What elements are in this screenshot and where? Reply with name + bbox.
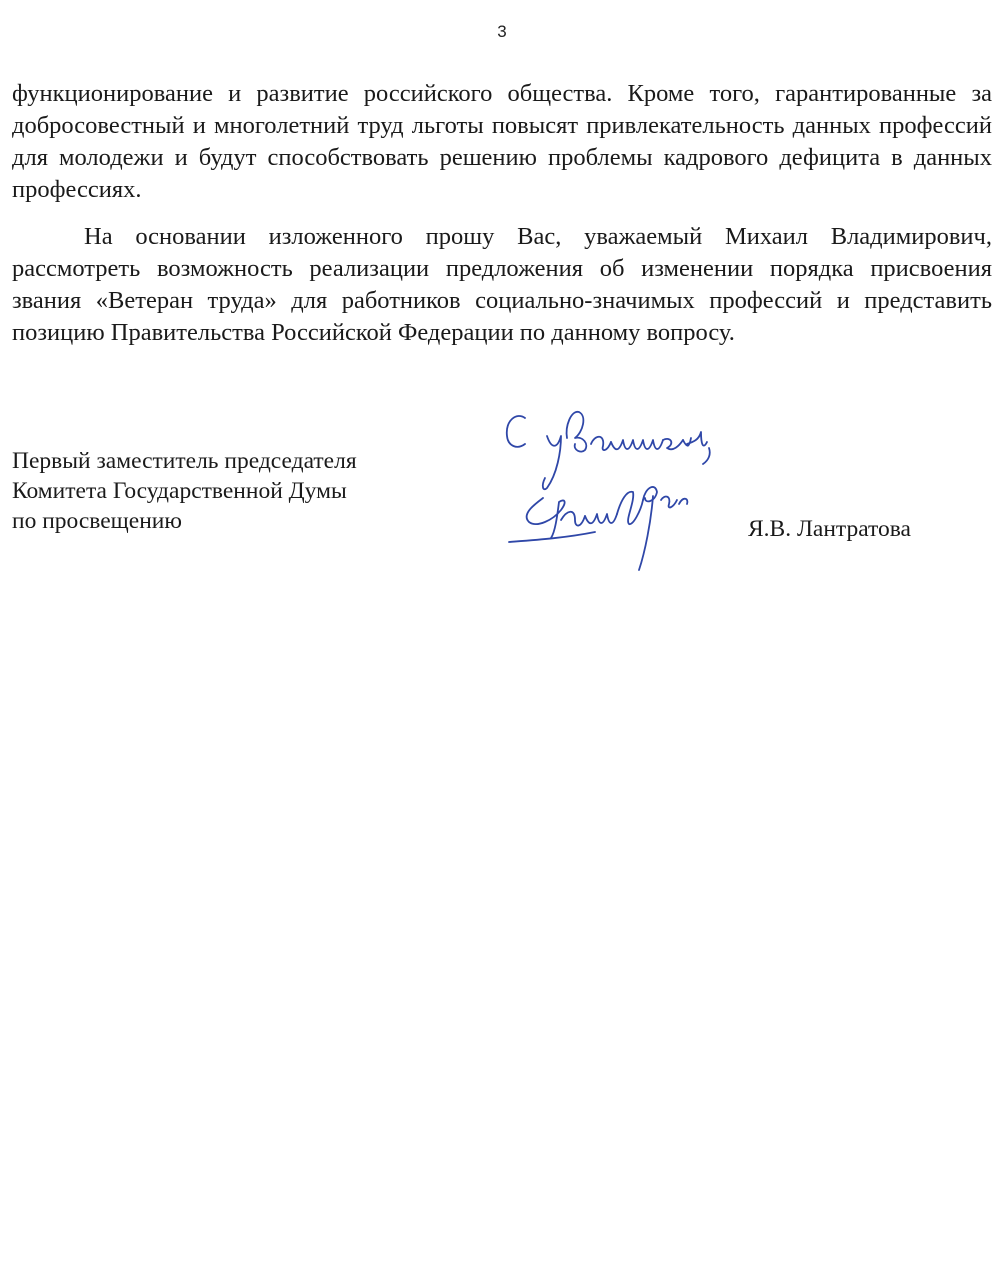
- page-number: 3: [497, 22, 507, 41]
- position-line-1: Первый заместитель председателя: [12, 448, 357, 474]
- signatory-position: [12, 446, 357, 536]
- paragraph-conclusion: функционирование и развитие российского общества. Кроме того, гарантированные за добросовестный и многолетний труд льготы повысят привлекательность данных профессий для молодежи и будут способствовать решению проблемы кадрового дефицита в данных профессиях.: [12, 80, 992, 203]
- paragraph-request: На основании изложенного прошу Вас, уважаемый Михаил Владимирович, рассмотреть возможность реализации предложения об изменении порядка присвоения звания «Ветеран труда» для работников социально-значимых профессий и представить позицию Правительства Российской Федерации по данному вопросу.: [12, 223, 992, 346]
- handwritten-signature: [495, 392, 795, 592]
- position-line-2: Комитета Государственной Думы: [12, 478, 347, 504]
- signer-name: Я.В. Лантратова: [748, 516, 911, 542]
- position-line-3: по просвещению: [12, 508, 182, 534]
